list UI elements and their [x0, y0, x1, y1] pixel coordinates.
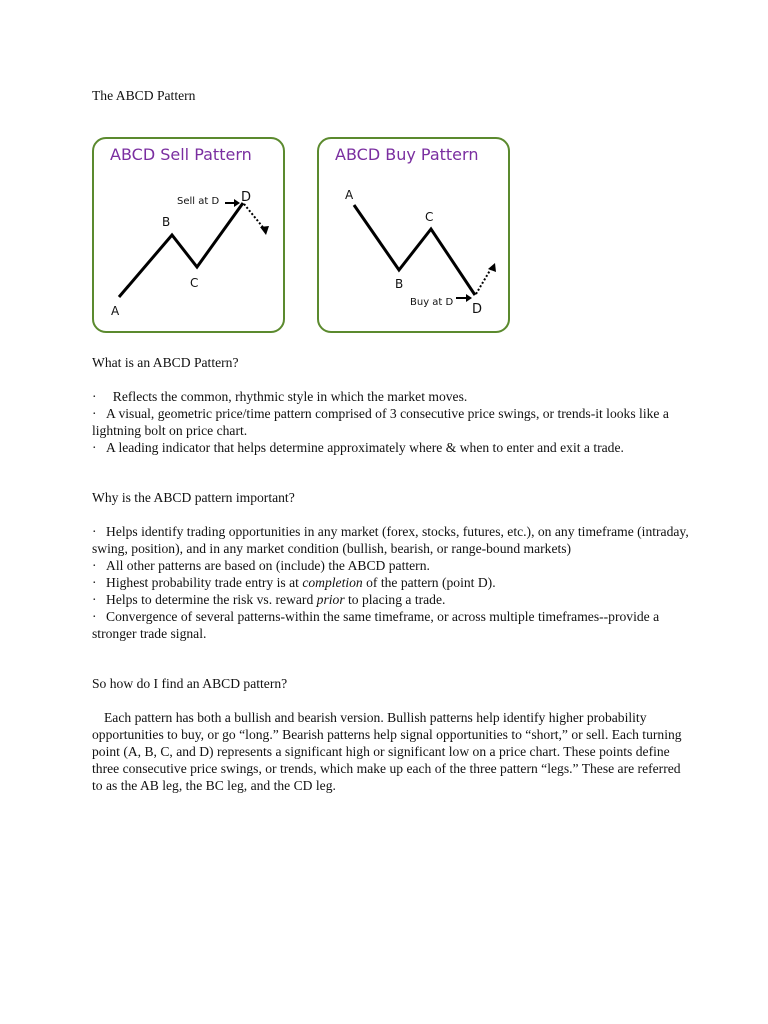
sell-pattern-panel — [92, 137, 285, 333]
bullet-dot: · — [92, 609, 97, 624]
buy-pattern-title: ABCD Buy Pattern — [335, 145, 479, 164]
section1-bullets — [92, 388, 692, 456]
buy-label-c: C — [425, 210, 434, 224]
bullet-dot: · — [92, 389, 97, 404]
buy-action-label: Buy at D — [410, 297, 454, 308]
sell-projection-arrowhead — [260, 226, 269, 235]
sell-pattern-title: ABCD Sell Pattern — [110, 145, 252, 164]
bullet-item: · A visual, geometric price/time pattern comprised of 3 consecutive price swings, or trends-it looks like a lightning bolt on price chart. — [92, 406, 669, 438]
bullet-dot: · — [92, 524, 97, 539]
buy-projection-arrowhead — [488, 263, 496, 272]
buy-projection-arrow — [476, 267, 492, 294]
buy-action-arrowhead — [466, 294, 472, 302]
bullet-item: · A leading indicator that helps determine approximately where & when to enter and exit a trade. — [92, 440, 624, 455]
sell-pattern-line — [119, 203, 243, 297]
bullet-item: · All other patterns are based on (include) the ABCD pattern. — [92, 558, 430, 573]
buy-pattern-panel — [317, 137, 510, 333]
bullet-item: · Highest probability trade entry is at completion of the pattern (point D). — [92, 575, 496, 590]
bullet-dot: · — [92, 440, 97, 455]
section3-paragraph: Each pattern has both a bullish and bearish version. Bullish patterns help identify higher probability opportunities to buy, or go “long.” Bearish patterns help signal opportunities to “short,” or sell. Each turning point (A, B, C, and D) represents a significant high or significant low on a price chart. These points define three consecutive price swings, or trends, which make up each of the three pattern “legs.” These are referred to as the AB leg, the BC leg, and the CD leg. — [92, 710, 682, 793]
buy-pattern-diagram — [319, 139, 512, 335]
buy-pattern-line — [354, 205, 475, 295]
bullet-dot: · — [92, 406, 97, 421]
bullet-item: · Helps identify trading opportunities in any market (forex, stocks, futures, etc.), on any timeframe (intraday, swing, position), and in any market condition (bullish, bearish, or range-bound markets) — [92, 524, 689, 556]
sell-label-c: C — [190, 276, 199, 290]
bullet-dot: · — [92, 575, 97, 590]
bullet-item: · Reflects the common, rhythmic style in which the market moves. — [92, 389, 468, 404]
sell-action-label: Sell at D — [177, 196, 220, 207]
section-heading-why: Why is the ABCD pattern important? — [92, 490, 295, 505]
sell-label-d: D — [241, 190, 252, 205]
sell-pattern-diagram — [94, 139, 287, 335]
document-title: The ABCD Pattern — [92, 88, 196, 103]
bullet-dot: · — [92, 558, 97, 573]
bullet-item: · Convergence of several patterns-within the same timeframe, or across multiple timeframes--provide a stronger trade signal. — [92, 609, 660, 641]
bullet-dot: · — [92, 592, 97, 607]
buy-label-b: B — [395, 277, 404, 291]
buy-label-d: D — [472, 302, 483, 317]
sell-label-a: A — [111, 304, 120, 318]
sell-label-b: B — [162, 215, 171, 229]
buy-label-a: A — [345, 188, 354, 202]
section2-bullets — [92, 523, 692, 642]
section-heading-what: What is an ABCD Pattern? — [92, 355, 239, 370]
section-heading-how: So how do I find an ABCD pattern? — [92, 676, 288, 691]
sell-action-arrowhead — [234, 199, 240, 207]
bullet-item: · Helps to determine the risk vs. reward prior to placing a trade. — [92, 592, 446, 607]
